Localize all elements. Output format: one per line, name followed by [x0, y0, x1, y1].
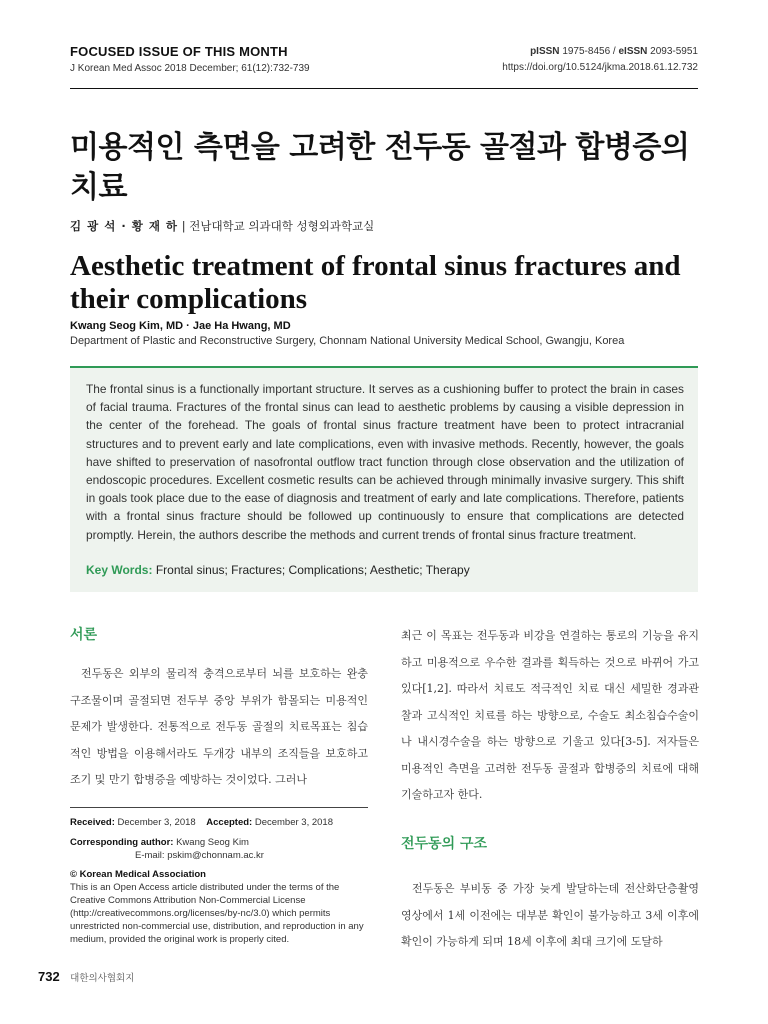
license-text: This is an Open Access article distributed under the terms of the Creative Commons Attribution Non-Commercial License (http://creativecommons.org/licenses/by-nc/3.0) which permits unrestricted non-commercial use, distribution, and reproduction in any medium, provided the original work is properly cited.	[70, 882, 364, 945]
korean-title-line1: 미용적인 측면을 고려한 전두동 골절과 합병증의	[70, 130, 690, 165]
page-number: 732	[38, 969, 60, 984]
section-heading-introduction: 서론	[70, 627, 98, 643]
section-heading-anatomy: 전두동의 구조	[401, 836, 488, 852]
eissn: 2093-5951	[650, 46, 698, 57]
doi-link[interactable]: https://doi.org/10.5124/jkma.2018.61.12.732	[502, 62, 698, 73]
keywords-list: Frontal sinus; Fractures; Complications; Aesthetic; Therapy	[155, 563, 470, 577]
english-authors: Kwang Seog Kim, MD · Jae Ha Hwang, MD	[70, 320, 291, 332]
english-affiliation: Department of Plastic and Reconstructive Surgery, Chonnam National University Medical School, Gwangju, Korea	[70, 335, 625, 347]
pissn-label: pISSN	[530, 46, 560, 57]
header-divider	[70, 88, 698, 89]
accepted-label: Accepted:	[206, 817, 253, 828]
corresponding-name: Kwang Seog Kim	[176, 837, 249, 848]
footnote-divider	[70, 807, 368, 808]
citation: J Korean Med Assoc 2018 December; 61(12):732-739	[70, 63, 310, 74]
korean-authors-line: 김 광 석 · 황 재 하 | 전남대학교 의과대학 성형외과학교실	[70, 219, 375, 233]
section-label: FOCUSED ISSUE OF THIS MONTH	[70, 44, 288, 59]
received-label: Received:	[70, 817, 115, 828]
korean-affiliation: 전남대학교 의과대학 성형외과학교실	[189, 219, 375, 233]
eissn-label: eISSN	[618, 46, 648, 57]
received-accepted	[70, 816, 370, 829]
keywords	[86, 563, 470, 577]
corresponding-author	[70, 836, 370, 849]
pissn: 1975-8456	[562, 46, 611, 57]
page-footer	[38, 968, 134, 986]
abstract-text: The frontal sinus is a functionally important structure. It serves as a cushioning buffer to protect the brain in cases of facial trauma. Fractures of the frontal sinus can lead to aesthetic problems by causing a visible depression in the center of the forehead. The goals of frontal sinus fracture treatment have been to protect intracranial structures and to prevent early and late complications, even with invasive methods. Recently, however, the goals have shifted to preservation of nasofrontal outflow tract function through close observation and the utilization of endoscopic procedures. Excellent cosmetic results can be achieved through minimally invasive surgery. This shift in goals took place due to the ease of diagnosis and treatment of early and late complications. Therefore, patients with a frontal sinus fracture should be followed up continuously to ensure that complications are detected promptly. Herein, the authors describe the methods and current trends of frontal sinus fracture treatment.	[86, 382, 684, 542]
running-header-left	[70, 44, 310, 74]
introduction-text-continued: 최근 이 목표는 전두동과 비강을 연결하는 통로의 기능을 유지하고 미용적으로 우수한 결과를 획득하는 것으로 바뀌어 가고 있다[1,2]. 따라서 치료도 적극적인 치료 대신 세밀한 경과관찰과 고식적인 치료를 하는 방향으로, 수술도 최소침습수술이나 내시경수술을 하는 방향으로 기울고 있다[3-5]. 저자들은 미용적인 측면을 고려한 전두동 골절과 합병증의 치료에 대해 기술하고자 한다.	[401, 629, 699, 801]
introduction-text: 전두동은 외부의 물리적 충격으로부터 뇌를 보호하는 완충 구조물이며 골절되면 전두부 중앙 부위가 함몰되는 미용적인 문제가 발생한다. 전통적으로 전두동 골절의 치료목표는 침습적인 방법을 이용해서라도 두개강 내부의 조직들을 보호하고 조기 및 만기 합병증을 예방하는 것이었다. 그러나	[70, 667, 368, 786]
copyright: © Korean Medical Association	[70, 869, 206, 880]
korean-authors: 김 광 석 · 황 재 하	[70, 219, 179, 233]
corresponding-label: Corresponding author:	[70, 837, 174, 848]
journal-name: 대한의사협회지	[70, 973, 135, 984]
author-email[interactable]: E-mail: pskim@chonnam.ac.kr	[135, 850, 264, 861]
issn-line: pISSN 1975-8456 / eISSN 2093-5951	[530, 46, 698, 57]
keywords-label: Key Words:	[86, 563, 153, 577]
english-title	[70, 250, 710, 316]
running-header-right	[502, 46, 698, 73]
received-date: December 3, 2018	[117, 817, 196, 828]
english-title-line2: their complications	[70, 283, 308, 315]
english-title-line1: Aesthetic treatment of frontal sinus fractures and	[70, 250, 681, 282]
korean-title-line2: 치료	[70, 170, 127, 205]
anatomy-text: 전두동은 부비동 중 가장 늦게 발달하는데 전산화단층촬영 영상에서 1세 이전에는 대부분 확인이 불가능하고 3세 이후에 확인이 가능하게 되며 18세 이후에 최대 크기에 도달하	[401, 882, 699, 948]
korean-title	[70, 128, 710, 208]
accepted-date: December 3, 2018	[254, 817, 334, 828]
